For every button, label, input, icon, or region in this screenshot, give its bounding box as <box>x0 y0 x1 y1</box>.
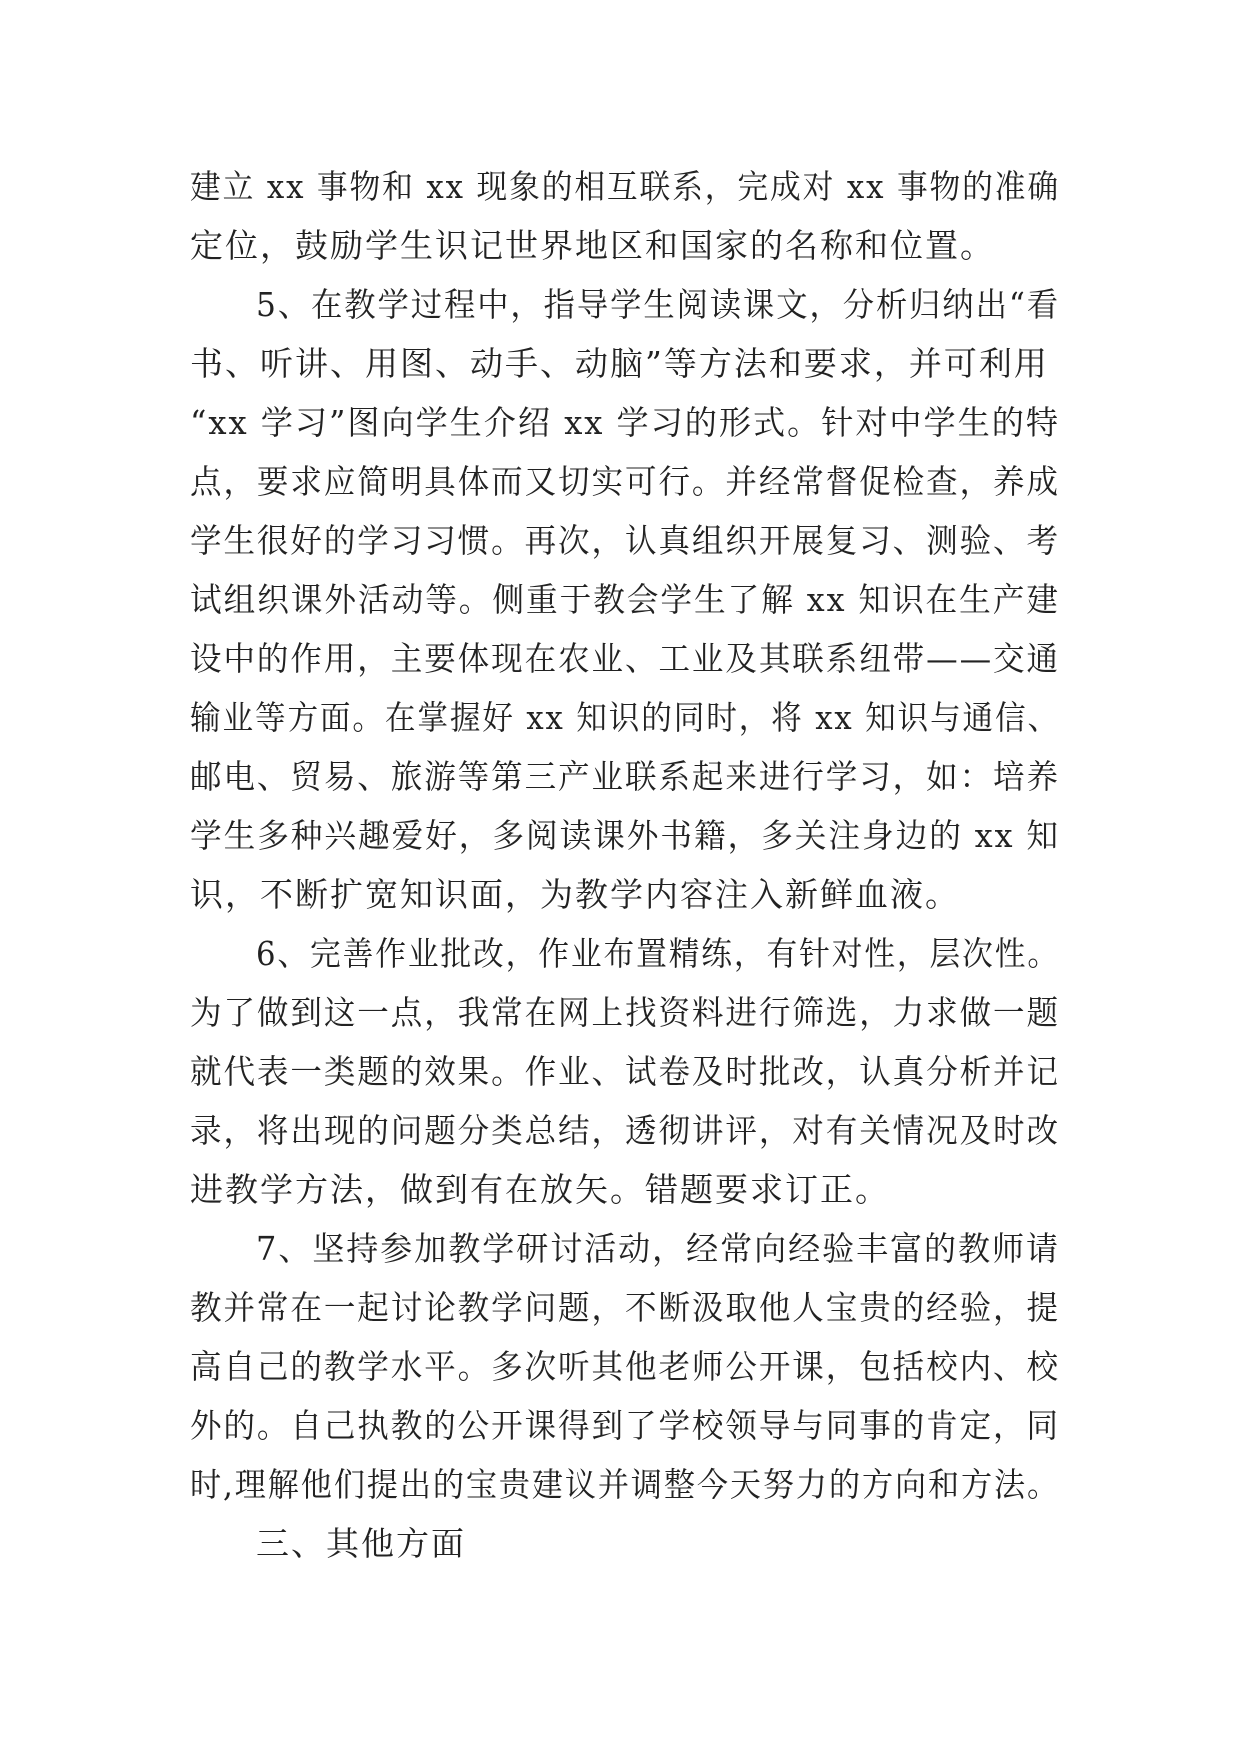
paragraph-line: “xx 学习”图向学生介绍 xx 学习的形式。针对中学生的特 <box>190 403 1060 442</box>
paragraph-start-line: 三、其他方面 <box>256 1524 466 1563</box>
paragraph-start-line: 6、完善作业批改，作业布置精练，有针对性，层次性。 <box>256 934 1060 973</box>
paragraph-line: 输业等方面。在掌握好 xx 知识的同时，将 xx 知识与通信、 <box>190 698 1061 737</box>
paragraph-start-line: 7、坚持参加教学研讨活动，经常向经验丰富的教师请 <box>256 1229 1060 1268</box>
paragraph-line: 学生多种兴趣爱好，多阅读课外书籍，多关注身边的 xx 知 <box>190 816 1060 855</box>
paragraph-line: 进教学方法，做到有在放矢。错题要求订正。 <box>190 1170 890 1209</box>
paragraph-line: 邮电、贸易、旅游等第三产业联系起来进行学习，如：培养 <box>190 757 1060 796</box>
paragraph-line: 为了做到这一点，我常在网上找资料进行筛选，力求做一题 <box>190 993 1060 1032</box>
paragraph-line: 建立 xx 事物和 xx 现象的相互联系，完成对 xx 事物的准确 <box>190 167 1061 206</box>
paragraph-line: 录，将出现的问题分类总结，透彻讲评，对有关情况及时改 <box>190 1111 1060 1150</box>
paragraph-line: 书、听讲、用图、动手、动脑”等方法和要求，并可利用 <box>190 344 1049 383</box>
paragraph-start-line: 5、在教学过程中，指导学生阅读课文，分析归纳出“看 <box>256 285 1061 324</box>
paragraph-line: 设中的作用，主要体现在农业、工业及其联系纽带——交通 <box>190 639 1060 678</box>
paragraph-line: 学生很好的学习习惯。再次，认真组织开展复习、测验、考 <box>190 521 1060 560</box>
paragraph-line: 教并常在一起讨论教学问题，不断汲取他人宝贵的经验，提 <box>190 1288 1060 1327</box>
paragraph-line: 外的。自己执教的公开课得到了学校领导与同事的肯定，同 <box>190 1406 1060 1445</box>
paragraph-line: 定位，鼓励学生识记世界地区和国家的名称和位置。 <box>190 226 995 265</box>
paragraph-line: 识，不断扩宽知识面，为教学内容注入新鲜血液。 <box>190 875 960 914</box>
paragraph-line: 高自己的教学水平。多次听其他老师公开课，包括校内、校 <box>190 1347 1060 1386</box>
paragraph-line: 试组织课外活动等。侧重于教会学生了解 xx 知识在生产建 <box>190 580 1060 619</box>
paragraph-line: 就代表一类题的效果。作业、试卷及时批改，认真分析并记 <box>190 1052 1060 1091</box>
paragraph-line: 点，要求应简明具体而又切实可行。并经常督促检查，养成 <box>190 462 1060 501</box>
paragraph-line: 时,理解他们提出的宝贵建议并调整今天努力的方向和方法。 <box>190 1465 1061 1504</box>
document-body <box>190 157 1060 1573</box>
